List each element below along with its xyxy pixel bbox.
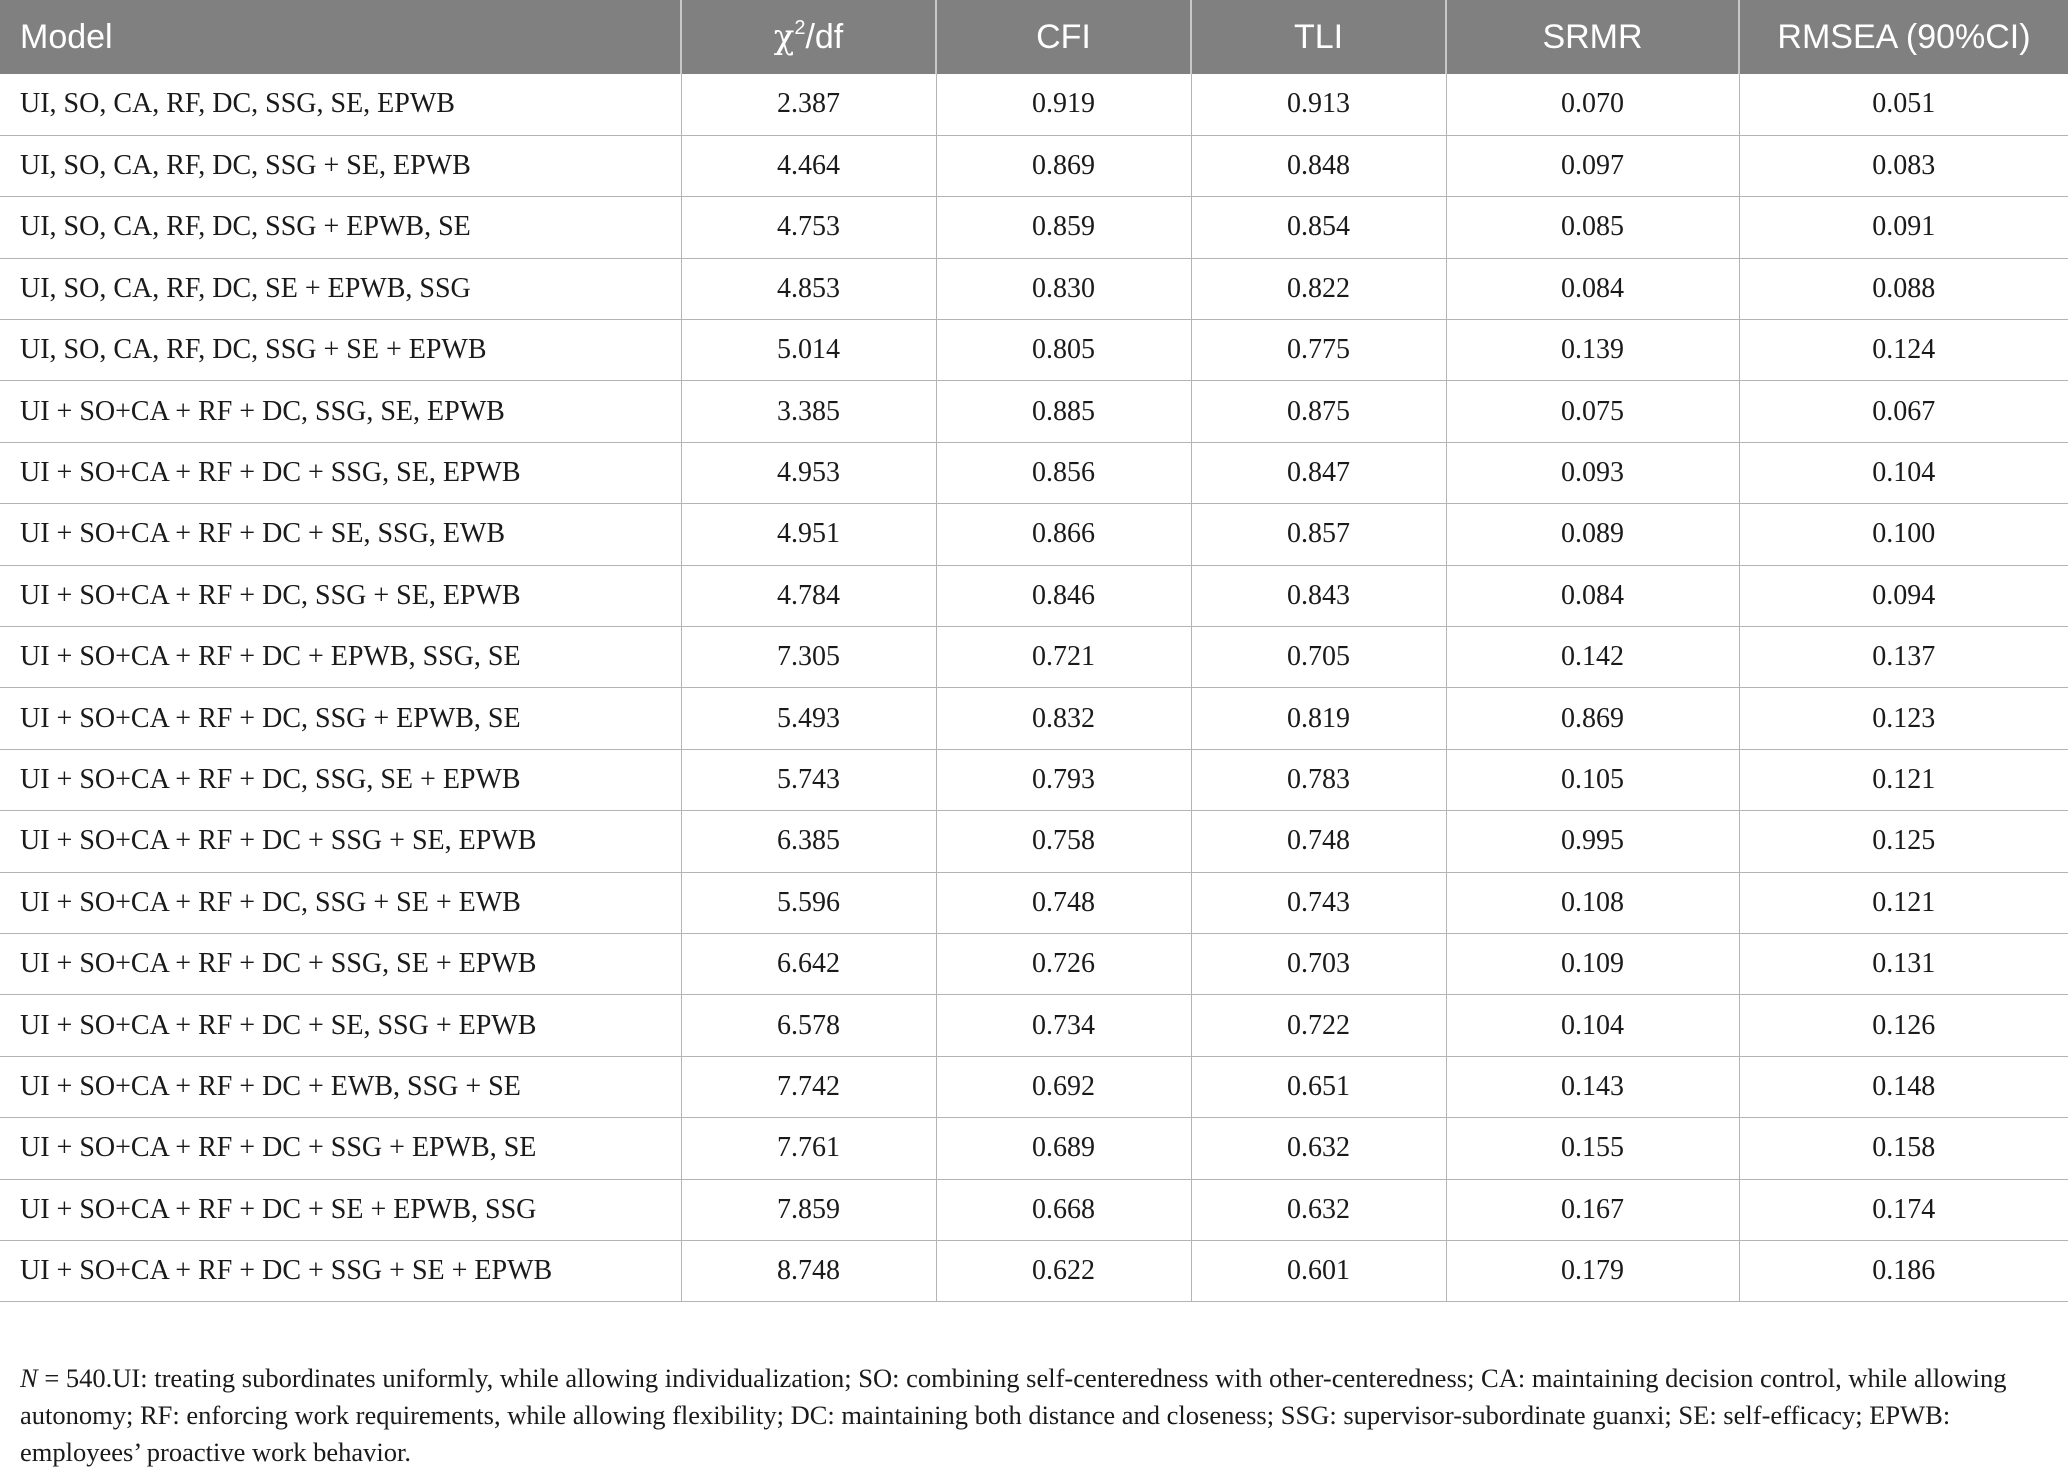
cell-chi-df: 7.859 (681, 1179, 936, 1240)
cell-tli: 0.743 (1191, 872, 1446, 933)
cell-tli: 0.913 (1191, 74, 1446, 135)
cell-srmr: 0.142 (1446, 627, 1739, 688)
cell-cfi: 0.793 (936, 749, 1191, 810)
cell-tli: 0.843 (1191, 565, 1446, 626)
cell-model: UI, SO, CA, RF, DC, SE + EPWB, SSG (0, 258, 681, 319)
cell-tli: 0.722 (1191, 995, 1446, 1056)
cell-srmr: 0.995 (1446, 811, 1739, 872)
cell-model: UI + SO+CA + RF + DC + EPWB, SSG, SE (0, 627, 681, 688)
cell-srmr: 0.084 (1446, 258, 1739, 319)
cell-rmsea: 0.123 (1739, 688, 2068, 749)
cell-rmsea: 0.131 (1739, 933, 2068, 994)
cell-srmr: 0.085 (1446, 197, 1739, 258)
cell-tli: 0.775 (1191, 320, 1446, 381)
footnote-n-label: N (20, 1363, 38, 1393)
cell-model: UI + SO+CA + RF + DC + SE + EPWB, SSG (0, 1179, 681, 1240)
table-row (0, 504, 2068, 565)
cell-rmsea: 0.067 (1739, 381, 2068, 442)
cell-model: UI + SO+CA + RF + DC, SSG + SE, EPWB (0, 565, 681, 626)
cell-tli: 0.632 (1191, 1118, 1446, 1179)
chi-superscript: 2 (794, 17, 806, 39)
cell-chi-df: 4.953 (681, 442, 936, 503)
cell-rmsea: 0.100 (1739, 504, 2068, 565)
cell-tli: 0.748 (1191, 811, 1446, 872)
cell-model: UI + SO+CA + RF + DC + SSG, SE + EPWB (0, 933, 681, 994)
cell-srmr: 0.179 (1446, 1240, 1739, 1301)
cell-tli: 0.857 (1191, 504, 1446, 565)
cell-rmsea: 0.124 (1739, 320, 2068, 381)
cell-chi-df: 4.951 (681, 504, 936, 565)
table-row (0, 811, 2068, 872)
cell-rmsea: 0.148 (1739, 1056, 2068, 1117)
cell-model: UI + SO+CA + RF + DC, SSG + SE + EWB (0, 872, 681, 933)
cell-srmr: 0.097 (1446, 135, 1739, 196)
cell-chi-df: 5.596 (681, 872, 936, 933)
cell-cfi: 0.869 (936, 135, 1191, 196)
cell-cfi: 0.856 (936, 442, 1191, 503)
table-row (0, 320, 2068, 381)
cell-srmr: 0.155 (1446, 1118, 1739, 1179)
table-row (0, 135, 2068, 196)
cell-tli: 0.703 (1191, 933, 1446, 994)
cell-chi-df: 7.305 (681, 627, 936, 688)
cell-srmr: 0.089 (1446, 504, 1739, 565)
cell-srmr: 0.093 (1446, 442, 1739, 503)
cell-rmsea: 0.186 (1739, 1240, 2068, 1301)
cell-cfi: 0.805 (936, 320, 1191, 381)
chi-df-suffix: /df (805, 18, 844, 56)
cell-model: UI + SO+CA + RF + DC, SSG + EPWB, SE (0, 688, 681, 749)
cell-chi-df: 6.385 (681, 811, 936, 872)
table-row (0, 627, 2068, 688)
cell-model: UI + SO+CA + RF + DC + SE, SSG, EWB (0, 504, 681, 565)
cell-chi-df: 7.742 (681, 1056, 936, 1117)
footnote-n-value: = 540. (37, 1363, 113, 1393)
table-row (0, 258, 2068, 319)
cell-rmsea: 0.158 (1739, 1118, 2068, 1179)
cell-rmsea: 0.121 (1739, 749, 2068, 810)
cell-rmsea: 0.125 (1739, 811, 2068, 872)
header-model: Model (20, 17, 113, 56)
cell-rmsea: 0.051 (1739, 74, 2068, 135)
cell-chi-df: 4.753 (681, 197, 936, 258)
header-cfi: CFI (936, 0, 1191, 74)
cell-chi-df: 2.387 (681, 74, 936, 135)
cell-tli: 0.705 (1191, 627, 1446, 688)
cell-rmsea: 0.083 (1739, 135, 2068, 196)
table-row (0, 749, 2068, 810)
table-row (0, 1240, 2068, 1301)
cell-srmr: 0.108 (1446, 872, 1739, 933)
table-row (0, 381, 2068, 442)
cell-model: UI + SO+CA + RF + DC, SSG, SE + EPWB (0, 749, 681, 810)
table-row (0, 995, 2068, 1056)
chi-symbol: χ (773, 17, 795, 57)
cell-cfi: 0.734 (936, 995, 1191, 1056)
cell-model: UI, SO, CA, RF, DC, SSG + SE, EPWB (0, 135, 681, 196)
cell-rmsea: 0.174 (1739, 1179, 2068, 1240)
cell-cfi: 0.832 (936, 688, 1191, 749)
cell-chi-df: 5.493 (681, 688, 936, 749)
cell-srmr: 0.084 (1446, 565, 1739, 626)
header-chi-df (681, 0, 936, 74)
cell-rmsea: 0.126 (1739, 995, 2068, 1056)
table-row (0, 74, 2068, 135)
cell-model: UI + SO+CA + RF + DC + SSG, SE, EPWB (0, 442, 681, 503)
table-row (0, 1179, 2068, 1240)
header-rmsea: RMSEA (90%CI) (1739, 0, 2068, 74)
cell-cfi: 0.866 (936, 504, 1191, 565)
cell-srmr: 0.070 (1446, 74, 1739, 135)
cell-rmsea: 0.137 (1739, 627, 2068, 688)
cell-chi-df: 5.014 (681, 320, 936, 381)
table-row (0, 1056, 2068, 1117)
header-row (0, 0, 2068, 74)
cell-cfi: 0.859 (936, 197, 1191, 258)
cell-model: UI + SO+CA + RF + DC + SSG + SE, EPWB (0, 811, 681, 872)
cell-tli: 0.854 (1191, 197, 1446, 258)
cell-cfi: 0.846 (936, 565, 1191, 626)
cell-chi-df: 8.748 (681, 1240, 936, 1301)
cell-cfi: 0.726 (936, 933, 1191, 994)
cell-srmr: 0.139 (1446, 320, 1739, 381)
cell-chi-df: 4.853 (681, 258, 936, 319)
table-footnote (20, 1360, 2040, 1471)
cell-model: UI + SO+CA + RF + DC + SE, SSG + EPWB (0, 995, 681, 1056)
cell-tli: 0.847 (1191, 442, 1446, 503)
header-tli: TLI (1191, 0, 1446, 74)
cell-cfi: 0.885 (936, 381, 1191, 442)
cell-tli: 0.632 (1191, 1179, 1446, 1240)
cell-rmsea: 0.104 (1739, 442, 2068, 503)
cell-tli: 0.848 (1191, 135, 1446, 196)
cell-cfi: 0.830 (936, 258, 1191, 319)
table-row (0, 688, 2068, 749)
cell-cfi: 0.758 (936, 811, 1191, 872)
cell-chi-df: 5.743 (681, 749, 936, 810)
table-row (0, 1118, 2068, 1179)
table-body (0, 74, 2068, 1302)
table-row (0, 442, 2068, 503)
cell-cfi: 0.748 (936, 872, 1191, 933)
cell-chi-df: 6.642 (681, 933, 936, 994)
cell-srmr: 0.104 (1446, 995, 1739, 1056)
cell-srmr: 0.143 (1446, 1056, 1739, 1117)
cell-cfi: 0.668 (936, 1179, 1191, 1240)
cell-model: UI, SO, CA, RF, DC, SSG + SE + EPWB (0, 320, 681, 381)
cell-model: UI, SO, CA, RF, DC, SSG, SE, EPWB (0, 74, 681, 135)
cell-cfi: 0.721 (936, 627, 1191, 688)
cell-srmr: 0.109 (1446, 933, 1739, 994)
table-header (0, 0, 2068, 74)
cell-srmr: 0.075 (1446, 381, 1739, 442)
header-srmr: SRMR (1446, 0, 1739, 74)
cell-chi-df: 4.784 (681, 565, 936, 626)
cell-model: UI + SO+CA + RF + DC + SSG + SE + EPWB (0, 1240, 681, 1301)
cell-tli: 0.601 (1191, 1240, 1446, 1301)
cell-model: UI, SO, CA, RF, DC, SSG + EPWB, SE (0, 197, 681, 258)
table-row (0, 872, 2068, 933)
cell-tli: 0.819 (1191, 688, 1446, 749)
cell-chi-df: 6.578 (681, 995, 936, 1056)
cell-chi-df: 4.464 (681, 135, 936, 196)
cell-cfi: 0.689 (936, 1118, 1191, 1179)
cell-model: UI + SO+CA + RF + DC + EWB, SSG + SE (0, 1056, 681, 1117)
cell-cfi: 0.919 (936, 74, 1191, 135)
cell-cfi: 0.622 (936, 1240, 1191, 1301)
cell-chi-df: 3.385 (681, 381, 936, 442)
cell-srmr: 0.105 (1446, 749, 1739, 810)
cell-model: UI + SO+CA + RF + DC + SSG + EPWB, SE (0, 1118, 681, 1179)
cell-rmsea: 0.091 (1739, 197, 2068, 258)
cell-cfi: 0.692 (936, 1056, 1191, 1117)
cell-model: UI + SO+CA + RF + DC, SSG, SE, EPWB (0, 381, 681, 442)
table-row (0, 933, 2068, 994)
cell-rmsea: 0.094 (1739, 565, 2068, 626)
footnote-text: UI: treating subordinates uniformly, while allowing individualization; SO: combining self-centeredness with other-centeredness; CA: maintaining decision control, while allowing autonomy; RF: enforcing work requirements, while allowing flexibility; DC: maintaining both distance and closeness; SSG: supervisor-subordinate guanxi; SE: self-efficacy; EPWB: employees’ proactive work behavior. (20, 1363, 2007, 1467)
cell-tli: 0.783 (1191, 749, 1446, 810)
table-row (0, 565, 2068, 626)
table-row (0, 197, 2068, 258)
cell-tli: 0.651 (1191, 1056, 1446, 1117)
cell-rmsea: 0.121 (1739, 872, 2068, 933)
cell-rmsea: 0.088 (1739, 258, 2068, 319)
cell-srmr: 0.869 (1446, 688, 1739, 749)
cell-srmr: 0.167 (1446, 1179, 1739, 1240)
cell-tli: 0.822 (1191, 258, 1446, 319)
cell-chi-df: 7.761 (681, 1118, 936, 1179)
cell-tli: 0.875 (1191, 381, 1446, 442)
